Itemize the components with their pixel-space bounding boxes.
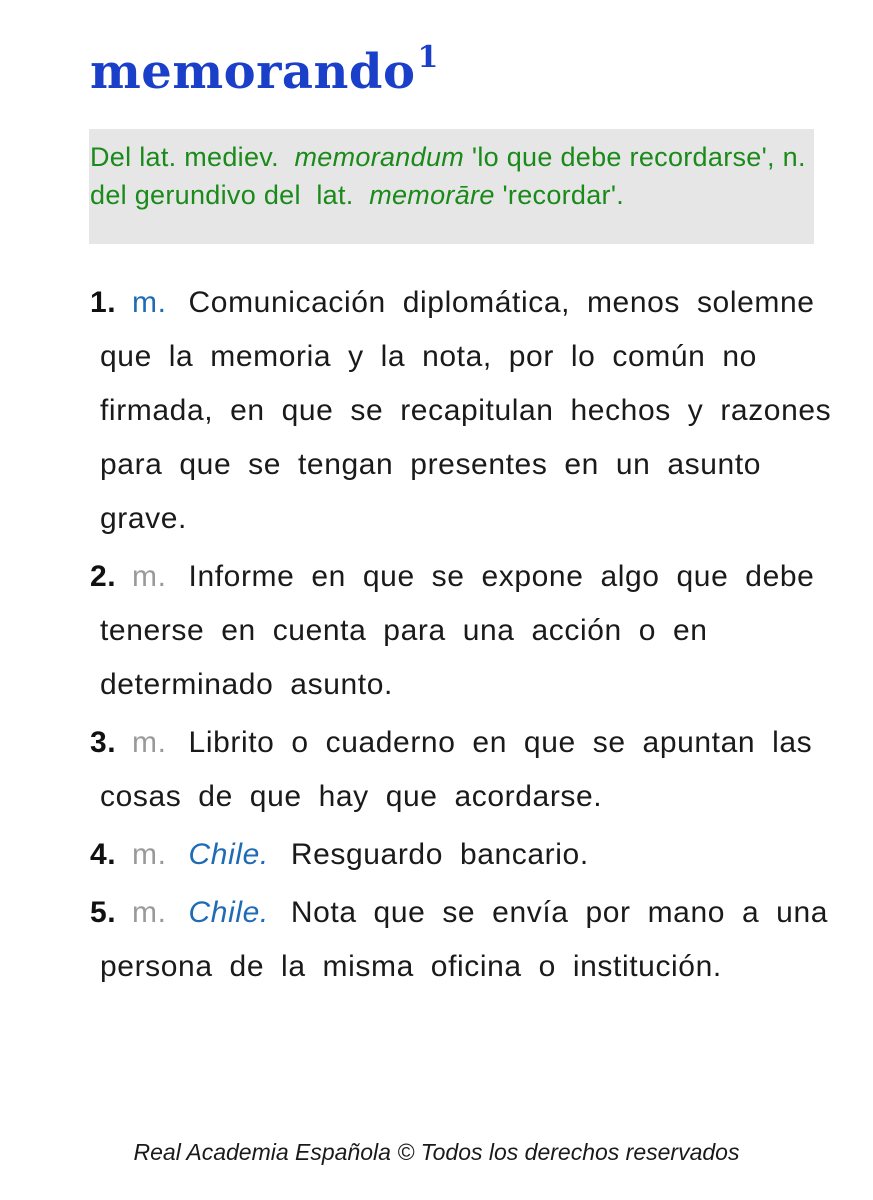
sense-4 <box>90 828 850 882</box>
etymology-part1: Del lat. mediev. <box>90 142 279 172</box>
etymology-term1: memorandum <box>294 142 465 172</box>
sense-definition: Librito o cuaderno en que se apuntan las cosas de que hay que acordarse. <box>100 726 813 813</box>
etymology-part2: 'lo que debe recordarse', n. del gerundivo del <box>90 142 806 210</box>
sense-region[interactable]: Chile. <box>188 838 269 871</box>
sense-number: 4. <box>90 838 117 871</box>
sense-2 <box>90 550 850 712</box>
sense-definition: Comunicación diplomática, menos solemne que la memoria y la nota, por lo común no firmada, en que se recapitulan hechos y razones para que se tengan presentes en un asunto grave. <box>100 286 832 535</box>
homograph-number: 1 <box>417 40 439 75</box>
sense-gram-abbr[interactable]: m. <box>132 838 167 871</box>
sense-5 <box>90 886 850 994</box>
sense-gram-abbr[interactable]: m. <box>132 286 167 319</box>
sense-number: 5. <box>90 896 117 929</box>
sense-number: 1. <box>90 286 117 319</box>
headword-text: memorando <box>90 44 416 100</box>
entry-headword <box>90 26 439 108</box>
sense-number: 3. <box>90 726 117 759</box>
etymology-part3: lat. <box>316 180 354 210</box>
senses-list <box>90 276 850 998</box>
sense-gram-abbr[interactable]: m. <box>132 560 167 593</box>
sense-number: 2. <box>90 560 117 593</box>
sense-3 <box>90 716 850 824</box>
sense-1 <box>90 276 850 546</box>
sense-gram-abbr[interactable]: m. <box>132 896 167 929</box>
sense-definition: Resguardo bancario. <box>290 838 589 871</box>
sense-definition: Informe en que se expone algo que debe tenerse en cuenta para una acción o en determinado asunto. <box>100 560 815 701</box>
etymology-term2: memorāre <box>369 180 495 210</box>
copyright-footer: Real Academia Española © Todos los derechos reservados <box>133 1139 740 1165</box>
etymology-box <box>89 129 814 244</box>
sense-definition: Nota que se envía por mano a una persona de la misma oficina o institución. <box>100 896 829 983</box>
sense-region[interactable]: Chile. <box>188 896 269 929</box>
sense-gram-abbr[interactable]: m. <box>132 726 167 759</box>
etymology-part4: 'recordar'. <box>502 180 625 210</box>
